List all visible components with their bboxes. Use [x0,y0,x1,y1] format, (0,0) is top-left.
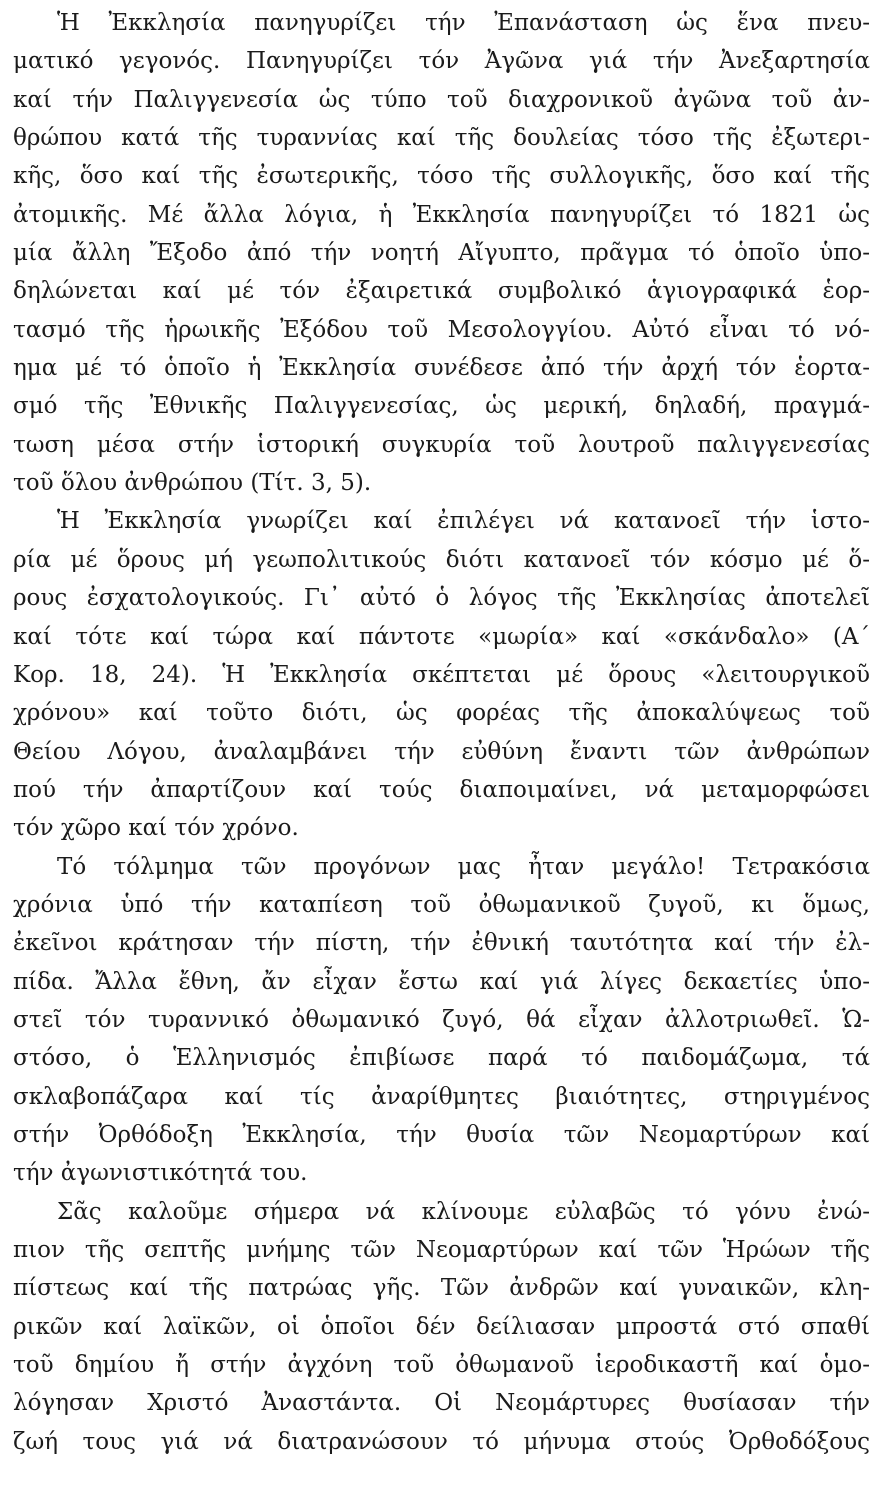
text-line: πού τήν ἀπαρτίζουν καί τούς διαποιμαίνει, νά μεταμορφώσει [13,776,870,803]
text-line: Κορ. 18, 24). Ἡ Ἐκκλησία σκέπτεται μέ ὅρους «λειτουργικοῦ [13,661,870,688]
text-line: τοῦ ὅλου ἀνθρώπου (Τίτ. 3, 5). [13,470,372,497]
text-line: τοῦ δημίου ἤ στήν ἀγχόνη τοῦ ὀθωμανοῦ ἱεροδικαστῆ καί ὁμο- [13,1352,870,1379]
text-line: ρους ἐσχατολογικούς. Γι᾿ αὐτό ὁ λόγος τῆς Ἐκκλησίας ἀποτελεῖ [13,585,870,612]
text-line: λόγησαν Χριστό Ἀναστάντα. Οἱ Νεομάρτυρες θυσίασαν τήν [13,1390,870,1417]
paragraph [13,4,870,502]
text-line: στόσο, ὁ Ἑλληνισμός ἐπιβίωσε παρά τό παιδομάζωμα, τά [13,1045,870,1072]
text-line: ματικό γεγονός. Πανηγυρίζει τόν Ἀγῶνα γιά τήν Ἀνεξαρτησία [13,48,870,75]
text-line: χρόνου» καί τοῦτο διότι, ὡς φορέας τῆς ἀποκαλύψεως τοῦ [13,700,870,727]
text-line: κῆς, ὅσο καί τῆς ἐσωτερικῆς, τόσο τῆς συλλογικῆς, ὅσο καί τῆς [13,163,870,190]
text-line: ἐκεῖνοι κράτησαν τήν πίστη, τήν ἐθνική ταυτότητα καί τήν ἐλ- [13,930,870,957]
text-line: τασμό τῆς ἡρωικῆς Ἐξόδου τοῦ Μεσολογγίου. Αὐτό εἶναι τό νό- [13,316,870,343]
text-line: τόν χῶρο καί τόν χρόνο. [13,815,299,842]
text-line: τήν ἀγωνιστικότητά του. [13,1160,308,1187]
text-line: χρόνια ὑπό τήν καταπίεση τοῦ ὀθωμανικοῦ ζυγοῦ, κι ὅμως, [13,891,870,918]
paragraph [13,1193,870,1461]
text-line: Θείου Λόγου, ἀναλαμβάνει τήν εὐθύνη ἔναντι τῶν ἀνθρώπων [13,738,870,765]
text-line: πίδα. Ἄλλα ἔθνη, ἄν εἶχαν ἔστω καί γιά λίγες δεκαετίες ὑπο- [13,968,870,995]
text-line: ζωή τους γιά νά διατρανώσουν τό μήνυμα στούς Ὀρθοδόξους [13,1428,870,1455]
text-line: Σᾶς καλοῦμε σήμερα νά κλίνουμε εὐλαβῶς τό γόνυ ἐνώ- [57,1198,870,1225]
document-page [13,4,870,1461]
text-line: τωση μέσα στήν ἱστορική συγκυρία τοῦ λουτροῦ παλιγγενεσίας [13,431,870,458]
text-line: ημα μέ τό ὁποῖο ἡ Ἐκκλησία συνέδεσε ἀπό τήν ἀρχή τόν ἑορτα- [13,355,870,382]
text-line: σκλαβοπάζαρα καί τίς ἀναρίθμητες βιαιότητες, στηριγμένος [13,1083,870,1110]
text-line: Ἡ Ἐκκλησία γνωρίζει καί ἐπιλέγει νά κατανοεῖ τήν ἱστο- [57,508,870,535]
text-line: καί τότε καί τώρα καί πάντοτε «μωρία» καί «σκάνδαλο» (Α΄ [13,623,870,650]
text-line: Τό τόλμημα τῶν προγόνων μας ἦταν μεγάλο! Τετρακόσια [57,853,870,880]
text-line: καί τήν Παλιγγενεσία ὡς τύπο τοῦ διαχρονικοῦ ἀγῶνα τοῦ ἀν- [13,86,870,113]
paragraph [13,848,870,1193]
text-line: Ἡ Ἐκκλησία πανηγυρίζει τήν Ἐπανάσταση ὡς ἕνα πνευ- [57,10,870,36]
text-line: στήν Ὀρθόδοξη Ἐκκλησία, τήν θυσία τῶν Νεομαρτύρων καί [13,1121,870,1148]
text-line: θρώπου κατά τῆς τυραννίας καί τῆς δουλείας τόσο τῆς ἐξωτερι- [13,125,870,152]
text-line: στεῖ τόν τυραννικό ὀθωμανικό ζυγό, θά εἶχαν ἀλλοτριωθεῖ. Ὡ- [13,1006,870,1033]
text-line: δηλώνεται καί μέ τόν ἐξαιρετικά συμβολικό ἁγιογραφικά ἑορ- [13,278,870,305]
text-line: πιον τῆς σεπτῆς μνήμης τῶν Νεομαρτύρων καί τῶν Ἡρώων τῆς [13,1237,870,1263]
text-line: ρία μέ ὅρους μή γεωπολιτικούς διότι κατανοεῖ τόν κόσμο μέ ὅ- [13,546,870,573]
paragraph [13,502,870,847]
text-line: ρικῶν καί λαϊκῶν, οἱ ὁποῖοι δέν δείλιασαν μπροστά στό σπαθί [13,1313,870,1340]
text-line: μία ἄλλη Ἔξοδο ἀπό τήν νοητή Αἴγυπτο, πρᾶγμα τό ὁποῖο ὑπο- [13,240,870,267]
text-line: σμό τῆς Ἐθνικῆς Παλιγγενεσίας, ὡς μερική, δηλαδή, πραγμά- [13,393,870,420]
text-line: ἀτομικῆς. Μέ ἄλλα λόγια, ἡ Ἐκκλησία πανηγυρίζει τό 1821 ὡς [13,201,870,228]
text-line: πίστεως καί τῆς πατρώας γῆς. Τῶν ἀνδρῶν καί γυναικῶν, κλη- [13,1275,870,1302]
